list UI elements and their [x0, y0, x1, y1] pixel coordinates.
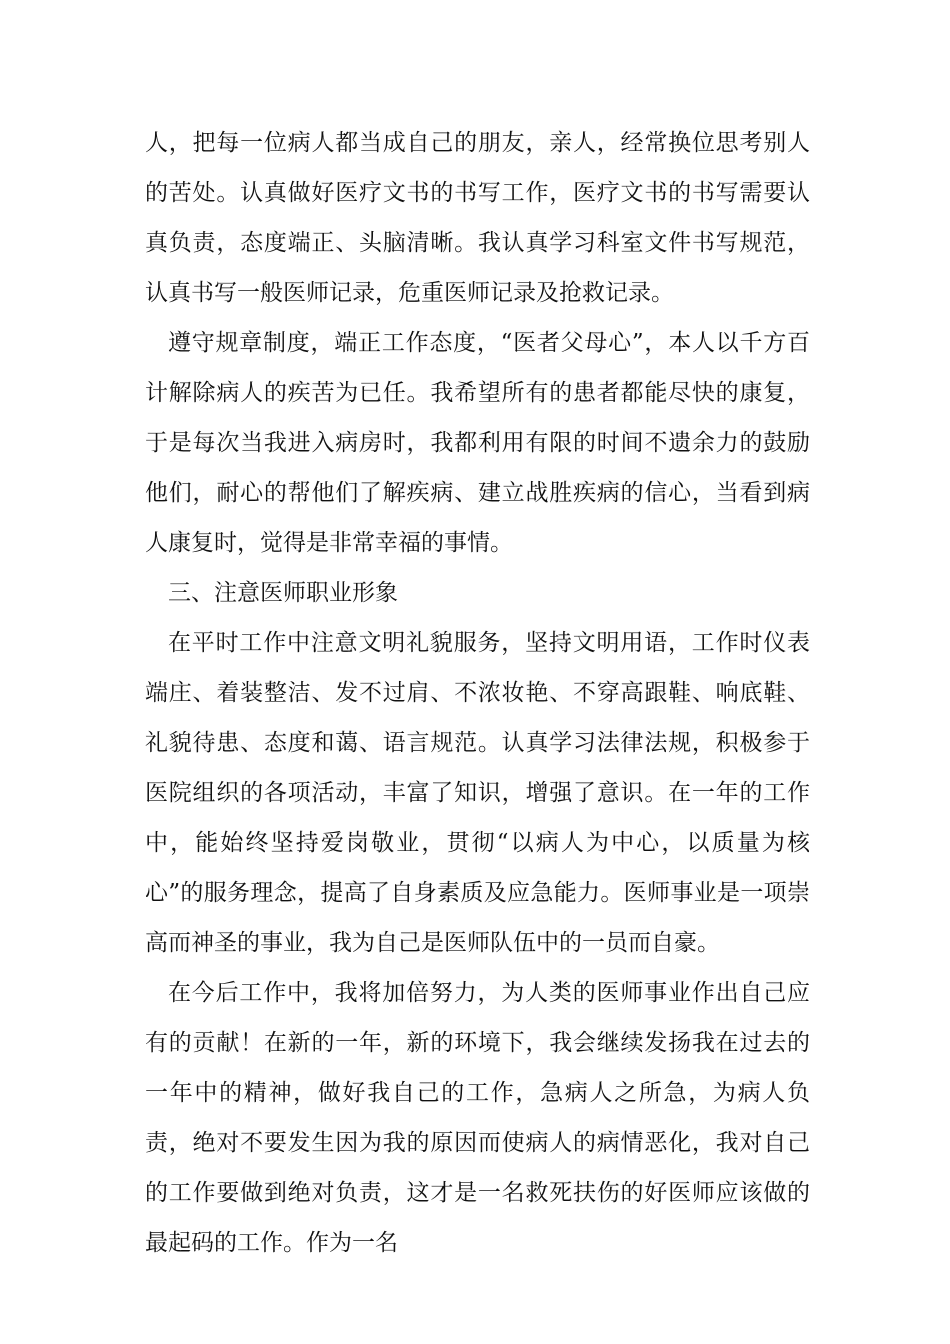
section-heading: 三、注意医师职业形象 [168, 580, 398, 606]
paragraph-2: 遵守规章制度，端正工作态度，“医者父母心”，本人以千方百计解除病人的疾苦为已任。我希望所有的患者都能尽快的康复，于是每次当我进入病房时，我都利用有限的时间不遗余力的鼓励他们，耐心的帮他们了解疾病、建立战胜疾病的信心，当看到病人康复时，觉得是非常幸福的事情。 [145, 330, 810, 556]
paragraph-3: 在平时工作中注意文明礼貌服务，坚持文明用语，工作时仪表端庄、着装整洁、发不过肩、不浓妆艳、不穿高跟鞋、响底鞋、礼貌待患、态度和蔼、语言规范。认真学习法律法规，积极参于医院组织的各项活动，丰富了知识，增强了意识。在一年的工作中，能始终坚持爱岗敬业，贯彻“以病人为中心，以质量为核心”的服务理念，提高了自身素质及应急能力。医师事业是一项崇高而神圣的事业，我为自己是医师队伍中的一员而自豪。 [145, 630, 810, 956]
paragraph-1: 人，把每一位病人都当成自己的朋友，亲人，经常换位思考别人的苦处。认真做好医疗文书的书写工作，医疗文书的书写需要认真负责，态度端正、头脑清晰。我认真学习科室文件书写规范，认真书写一般医师记录，危重医师记录及抢救记录。 [145, 130, 810, 306]
paragraph-4: 在今后工作中，我将加倍努力，为人类的医师事业作出自己应有的贡献！在新的一年，新的环境下，我会继续发扬我在过去的一年中的精神，做好我自己的工作，急病人之所急，为病人负责，绝对不要发生因为我的原因而使病人的病情恶化，我对自己的工作要做到绝对负责，这才是一名救死扶伤的好医师应该做的最起码的工作。作为一名 [145, 980, 810, 1256]
document-body [145, 118, 810, 1268]
